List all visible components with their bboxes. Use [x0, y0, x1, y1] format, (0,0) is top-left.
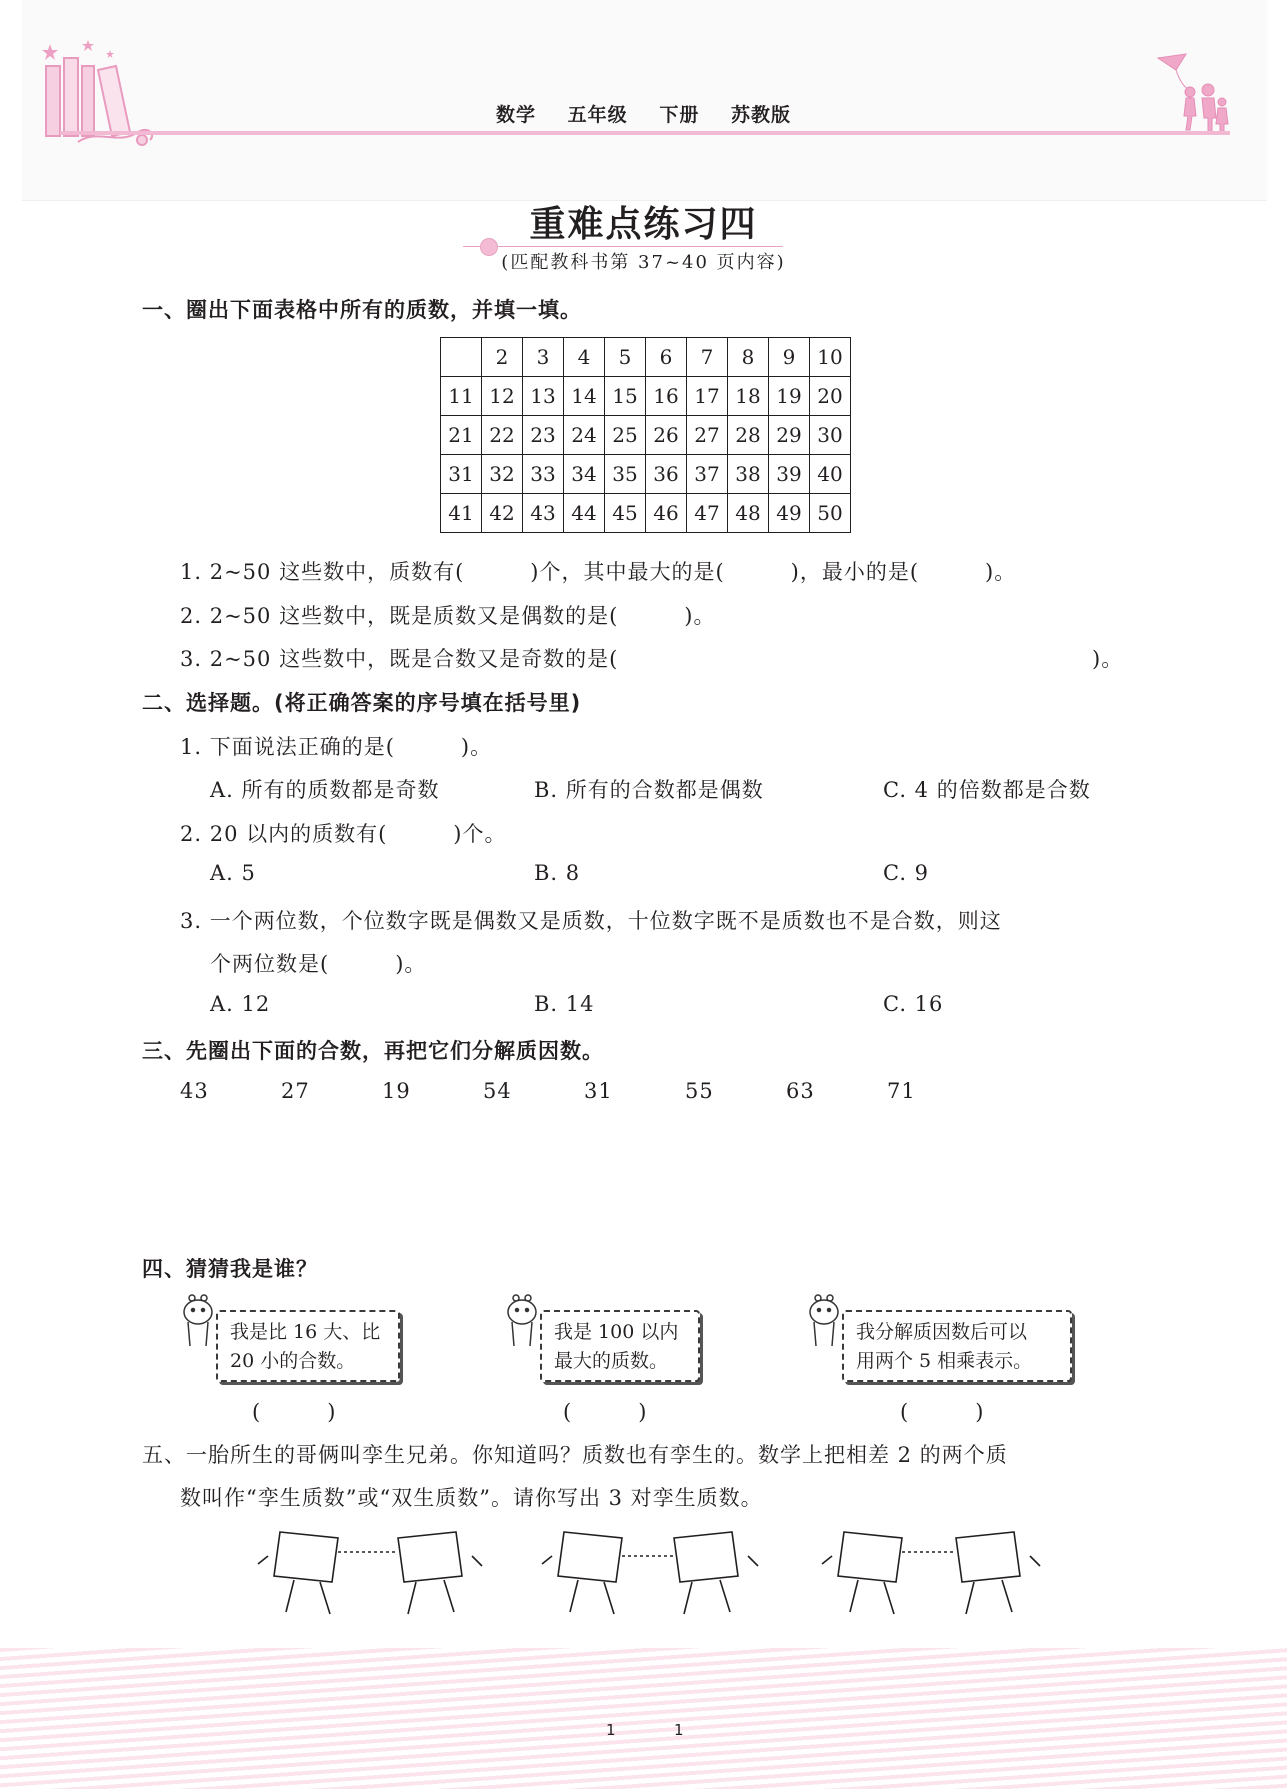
grid-cell: 3 [523, 338, 564, 377]
page-title: 重难点练习四 [529, 203, 758, 245]
section5-line-2: 数叫作“孪生质数”或“双生质数”。请你写出 3 对孪生质数。 [180, 1486, 763, 1510]
grid-cell: 30 [810, 416, 851, 455]
grid-cell: 21 [441, 416, 482, 455]
grid-cell: 41 [441, 494, 482, 533]
riddle-bubble-1 [216, 1310, 400, 1382]
title-underline [463, 246, 783, 247]
term-label: 下册 [659, 104, 700, 126]
grid-cell: 5 [605, 338, 646, 377]
grid-cell: 47 [687, 494, 728, 533]
number-grid [440, 337, 851, 533]
riddle-bubble-3 [842, 1310, 1072, 1382]
grid-cell: 45 [605, 494, 646, 533]
s3-number-1: 27 [281, 1079, 310, 1103]
header-divider [60, 131, 1230, 135]
edition-label: 苏教版 [730, 104, 791, 126]
grid-cell: 8 [728, 338, 769, 377]
page-number-left: 1 [606, 1721, 616, 1739]
section4-heading: 四、猜猜我是谁？ [142, 1257, 318, 1281]
grid-cell: 37 [687, 455, 728, 494]
book-info [0, 100, 1287, 127]
s3-number-7: 71 [887, 1079, 916, 1103]
riddle-2-answer: ( ) [563, 1400, 648, 1424]
grid-cell: 27 [687, 416, 728, 455]
s3-number-2: 19 [382, 1079, 411, 1103]
box-pair-3 [822, 1532, 1040, 1614]
grid-cell: 48 [728, 494, 769, 533]
grid-cell: 46 [646, 494, 687, 533]
grid-row [441, 416, 851, 455]
riddle-3-line-2: 用两个 5 相乘表示。 [856, 1350, 1033, 1372]
s2-q2-option-a: A. 5 [210, 861, 256, 885]
twin-prime-boxes [250, 1522, 1050, 1622]
grid-cell: 11 [441, 377, 482, 416]
s2-q1-stem: 1. 下面说法正确的是( )。 [180, 735, 493, 759]
grid-cell: 38 [728, 455, 769, 494]
grid-cell: 25 [605, 416, 646, 455]
grid-cell: 7 [687, 338, 728, 377]
grid-cell: 31 [441, 455, 482, 494]
grid-cell: 6 [646, 338, 687, 377]
riddle-3-answer: ( ) [900, 1400, 985, 1424]
grid-cell: 44 [564, 494, 605, 533]
grid-cell: 28 [728, 416, 769, 455]
section3-heading: 三、先圈出下面的合数，再把它们分解质因数。 [142, 1039, 604, 1063]
grid-cell: 24 [564, 416, 605, 455]
grid-cell [441, 338, 482, 377]
page-number-right: 1 [674, 1721, 684, 1739]
s2-q1-option-b: B. 所有的合数都是偶数 [534, 778, 764, 802]
s2-q2-option-c: C. 9 [883, 861, 930, 885]
grid-cell: 4 [564, 338, 605, 377]
grid-cell: 19 [769, 377, 810, 416]
grid-cell: 12 [482, 377, 523, 416]
s1-question-3-close: )。 [1092, 647, 1124, 671]
grid-cell: 22 [482, 416, 523, 455]
grid-row [441, 377, 851, 416]
grid-cell: 9 [769, 338, 810, 377]
section5-line-1: 五、一胎所生的哥俩叫孪生兄弟。你知道吗？质数也有孪生的。数学上把相差 2 的两个质 [142, 1443, 1008, 1467]
grid-cell: 32 [482, 455, 523, 494]
grid-cell: 10 [810, 338, 851, 377]
s2-q3-option-a: A. 12 [210, 992, 271, 1016]
s3-number-4: 31 [584, 1079, 613, 1103]
grid-cell: 18 [728, 377, 769, 416]
riddle-3-line-1: 我分解质因数后可以 [856, 1321, 1028, 1343]
grid-row [441, 494, 851, 533]
section1-heading: 一、圈出下面表格中所有的质数，并填一填。 [142, 298, 582, 322]
grid-row [441, 455, 851, 494]
s2-q3-stem-line2: 个两位数是( )。 [210, 952, 427, 976]
grade-label: 五年级 [567, 104, 628, 126]
s2-q3-option-c: C. 16 [883, 992, 944, 1016]
s2-q1-option-a: A. 所有的质数都是奇数 [210, 778, 440, 802]
s1-question-3: 3. 2~50 这些数中，既是合数又是奇数的是( [180, 647, 619, 671]
grid-cell: 43 [523, 494, 564, 533]
grid-cell: 33 [523, 455, 564, 494]
grid-cell: 42 [482, 494, 523, 533]
grid-cell: 29 [769, 416, 810, 455]
box-pair-2 [542, 1532, 758, 1614]
s3-number-0: 43 [180, 1079, 209, 1103]
footer-band [0, 1648, 1287, 1789]
s2-q1-option-c: C. 4 的倍数都是合数 [883, 778, 1091, 802]
page-subtitle: (匹配教科书第 37~40 页内容) [501, 252, 786, 273]
s1-question-2: 2. 2~50 这些数中，既是质数又是偶数的是( )。 [180, 604, 716, 628]
grid-cell: 13 [523, 377, 564, 416]
subject-label: 数学 [496, 104, 537, 126]
s2-q3-stem-line1: 3. 一个两位数，个位数字既是偶数又是质数，十位数字既不是质数也不是合数，则这 [180, 909, 1002, 933]
grid-cell: 35 [605, 455, 646, 494]
grid-cell: 50 [810, 494, 851, 533]
grid-cell: 39 [769, 455, 810, 494]
riddle-1-line-1: 我是比 16 大、比 [230, 1321, 381, 1343]
grid-row [441, 338, 851, 377]
grid-cell: 36 [646, 455, 687, 494]
grid-cell: 40 [810, 455, 851, 494]
s3-number-5: 55 [685, 1079, 714, 1103]
grid-cell: 14 [564, 377, 605, 416]
s2-q2-stem: 2. 20 以内的质数有( )个。 [180, 822, 507, 846]
box-pair-1 [258, 1532, 482, 1614]
grid-cell: 20 [810, 377, 851, 416]
grid-cell: 17 [687, 377, 728, 416]
s3-number-3: 54 [483, 1079, 512, 1103]
grid-cell: 49 [769, 494, 810, 533]
grid-cell: 23 [523, 416, 564, 455]
section2-heading: 二、选择题。(将正确答案的序号填在括号里) [142, 691, 582, 715]
grid-cell: 2 [482, 338, 523, 377]
riddle-2-line-1: 我是 100 以内 [554, 1321, 679, 1343]
riddle-1-line-2: 20 小的合数。 [230, 1350, 356, 1372]
grid-cell: 34 [564, 455, 605, 494]
s2-q3-option-b: B. 14 [534, 992, 595, 1016]
riddle-bubble-2 [540, 1310, 700, 1382]
grid-cell: 16 [646, 377, 687, 416]
s1-question-1: 1. 2~50 这些数中，质数有( )个，其中最大的是( )，最小的是( )。 [180, 560, 1017, 584]
riddle-1-answer: ( ) [252, 1400, 337, 1424]
riddle-2-line-2: 最大的质数。 [554, 1350, 669, 1372]
grid-cell: 26 [646, 416, 687, 455]
s3-number-6: 63 [786, 1079, 815, 1103]
grid-cell: 15 [605, 377, 646, 416]
s2-q2-option-b: B. 8 [534, 861, 581, 885]
